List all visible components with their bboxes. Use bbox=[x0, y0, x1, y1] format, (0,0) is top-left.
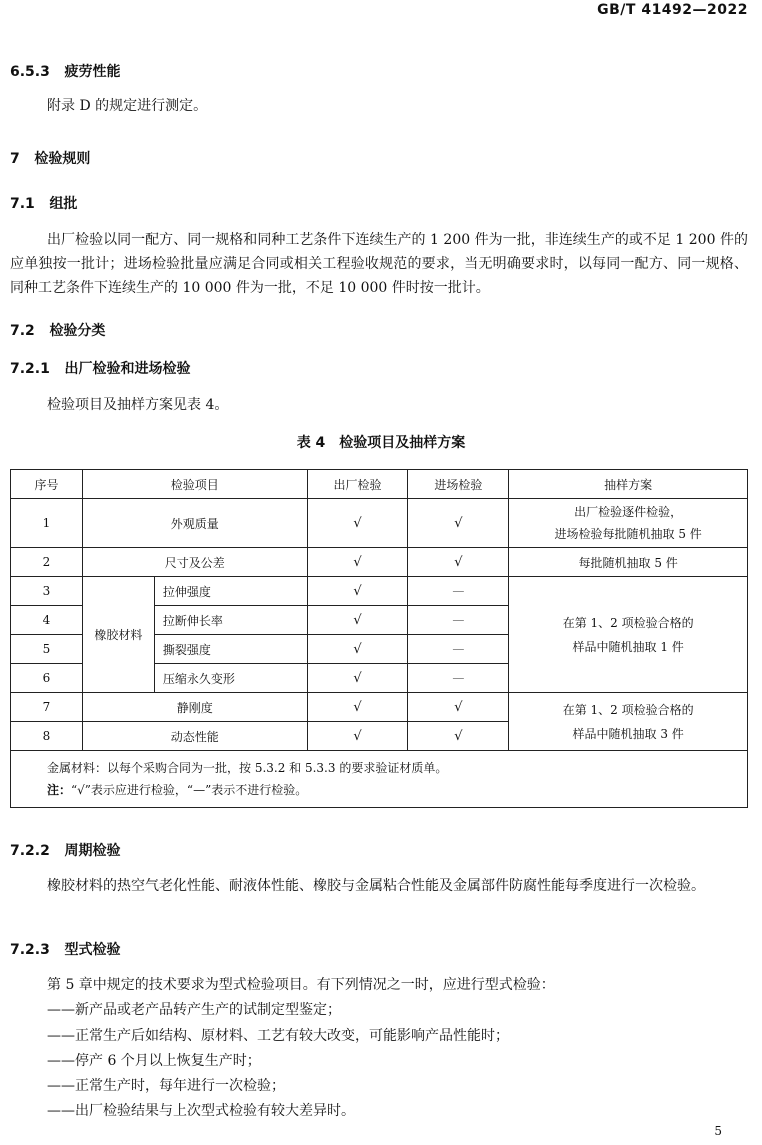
note-text: “√”表示应进行检验，“—”表示不进行检验。 bbox=[71, 783, 308, 797]
list-item: ——正常生产后如结构、原材料、工艺有较大改变，可能影响产品性能时； bbox=[47, 1028, 509, 1044]
section-title: 检验分类 bbox=[49, 323, 106, 339]
paragraph-7-1: 出厂检验以同一配方、同一规格和同种工艺条件下连续生产的 1 200 件为一批，非连续生产的或不足 1 200 件的应单独按一批计；进场检验批量应满足合同或相关工程验收规范的要求，当无明确要求时，以每同一配方、同一规格、同种工艺条件下连续生产的 10 000 件为一批，不足 10 000 件时按一批计。 bbox=[10, 232, 748, 296]
row-no: 6 bbox=[11, 664, 83, 693]
row-item: 拉断伸长率 bbox=[154, 606, 307, 635]
table-header-row bbox=[11, 470, 748, 499]
section-number: 7.2.3 bbox=[10, 942, 50, 958]
heading-7-1 bbox=[10, 193, 77, 213]
plan-line: 在第 1、2 项检验合格的 bbox=[562, 615, 694, 630]
plan-line: 出厂检验逐件检验， bbox=[574, 505, 683, 519]
row-item: 拉伸强度 bbox=[154, 577, 307, 606]
row-plan bbox=[509, 693, 748, 751]
section-title: 周期检验 bbox=[64, 843, 121, 859]
check-mark: √ bbox=[408, 722, 509, 751]
section-number: 7.2.1 bbox=[10, 361, 50, 377]
table-row bbox=[11, 499, 748, 548]
plan-line: 样品中随机抽取 1 件 bbox=[572, 639, 684, 654]
row-no: 5 bbox=[11, 635, 83, 664]
dash-mark: — bbox=[408, 664, 509, 693]
plan-line: 进场检验每批随机抽取 5 件 bbox=[554, 527, 702, 541]
header-no: 序号 bbox=[11, 470, 83, 499]
header-item: 检验项目 bbox=[82, 470, 307, 499]
section-title: 组批 bbox=[49, 196, 78, 212]
section-number: 7.2.2 bbox=[10, 843, 50, 859]
section-number: 7 bbox=[10, 151, 20, 167]
check-mark: √ bbox=[307, 499, 408, 548]
check-mark: √ bbox=[408, 548, 509, 577]
check-mark: √ bbox=[307, 577, 408, 606]
inspection-table bbox=[10, 469, 748, 808]
table-row bbox=[11, 548, 748, 577]
row-item: 动态性能 bbox=[82, 722, 307, 751]
heading-7-2-1 bbox=[10, 358, 191, 378]
row-plan bbox=[509, 577, 748, 693]
paragraph-7-2-2: 橡胶材料的热空气老化性能、耐液体性能、橡胶与金属粘合性能及金属部件防腐性能每季度进行一次检验。 bbox=[47, 878, 705, 894]
header-site: 进场检验 bbox=[408, 470, 509, 499]
heading-7-2-2 bbox=[10, 840, 121, 860]
table-row bbox=[11, 577, 748, 606]
paragraph-7-2-1: 检验项目及抽样方案见表 4。 bbox=[47, 397, 229, 413]
page-number: 5 bbox=[714, 1124, 722, 1138]
row-no: 2 bbox=[11, 548, 83, 577]
standard-code: GB/T 41492—2022 bbox=[597, 2, 748, 18]
row-plan: 每批随机抽取 5 件 bbox=[509, 548, 748, 577]
plan-line: 在第 1、2 项检验合格的 bbox=[562, 702, 694, 717]
table-row bbox=[11, 693, 748, 722]
note-line bbox=[47, 779, 711, 801]
row-no: 4 bbox=[11, 606, 83, 635]
section-number: 7.1 bbox=[10, 196, 35, 212]
row-item: 静刚度 bbox=[82, 693, 307, 722]
header-factory: 出厂检验 bbox=[307, 470, 408, 499]
list-item: ——新产品或老产品转产生产的试制定型鉴定； bbox=[47, 1002, 341, 1018]
check-mark: √ bbox=[408, 499, 509, 548]
list-item: ——出厂检验结果与上次型式检验有较大差异时。 bbox=[47, 1103, 355, 1119]
row-item: 外观质量 bbox=[82, 499, 307, 548]
dash-mark: — bbox=[408, 635, 509, 664]
heading-7-2-3 bbox=[10, 939, 121, 959]
table-caption: 表 4 检验项目及抽样方案 bbox=[296, 435, 466, 451]
table-note bbox=[11, 751, 748, 808]
check-mark: √ bbox=[307, 635, 408, 664]
list-item: ——正常生产时，每年进行一次检验； bbox=[47, 1078, 285, 1094]
check-mark: √ bbox=[408, 693, 509, 722]
table-note-row bbox=[11, 751, 748, 808]
plan-line: 样品中随机抽取 3 件 bbox=[572, 726, 684, 741]
check-mark: √ bbox=[307, 606, 408, 635]
section-number: 7.2 bbox=[10, 323, 35, 339]
heading-6-5-3 bbox=[10, 61, 121, 81]
check-mark: √ bbox=[307, 693, 408, 722]
paragraph-6-5-3: 附录 D 的规定进行测定。 bbox=[47, 98, 208, 114]
heading-7-2 bbox=[10, 320, 105, 340]
row-no: 7 bbox=[11, 693, 83, 722]
row-plan bbox=[509, 499, 748, 548]
heading-7 bbox=[10, 148, 90, 168]
row-item: 撕裂强度 bbox=[154, 635, 307, 664]
metal-note: 金属材料：以每个采购合同为一批，按 5.3.2 和 5.3.3 的要求验证材质单。 bbox=[47, 761, 448, 775]
note-label: 注： bbox=[47, 783, 72, 797]
check-mark: √ bbox=[307, 722, 408, 751]
section-title: 出厂检验和进场检验 bbox=[64, 361, 191, 377]
check-mark: √ bbox=[307, 548, 408, 577]
section-title: 检验规则 bbox=[34, 151, 91, 167]
list-item: ——停产 6 个月以上恢复生产时； bbox=[47, 1053, 261, 1069]
rubber-group-label: 橡胶材料 bbox=[82, 577, 154, 693]
header-plan: 抽样方案 bbox=[509, 470, 748, 499]
section-number: 6.5.3 bbox=[10, 64, 50, 80]
section-title: 疲劳性能 bbox=[64, 64, 121, 80]
row-no: 3 bbox=[11, 577, 83, 606]
dash-mark: — bbox=[408, 577, 509, 606]
row-no: 1 bbox=[11, 499, 83, 548]
row-no: 8 bbox=[11, 722, 83, 751]
check-mark: √ bbox=[307, 664, 408, 693]
dash-mark: — bbox=[408, 606, 509, 635]
section-title: 型式检验 bbox=[64, 942, 121, 958]
paragraph-7-2-3-intro: 第 5 章中规定的技术要求为型式检验项目。有下列情况之一时，应进行型式检验： bbox=[47, 977, 555, 993]
row-item: 尺寸及公差 bbox=[82, 548, 307, 577]
row-item: 压缩永久变形 bbox=[154, 664, 307, 693]
